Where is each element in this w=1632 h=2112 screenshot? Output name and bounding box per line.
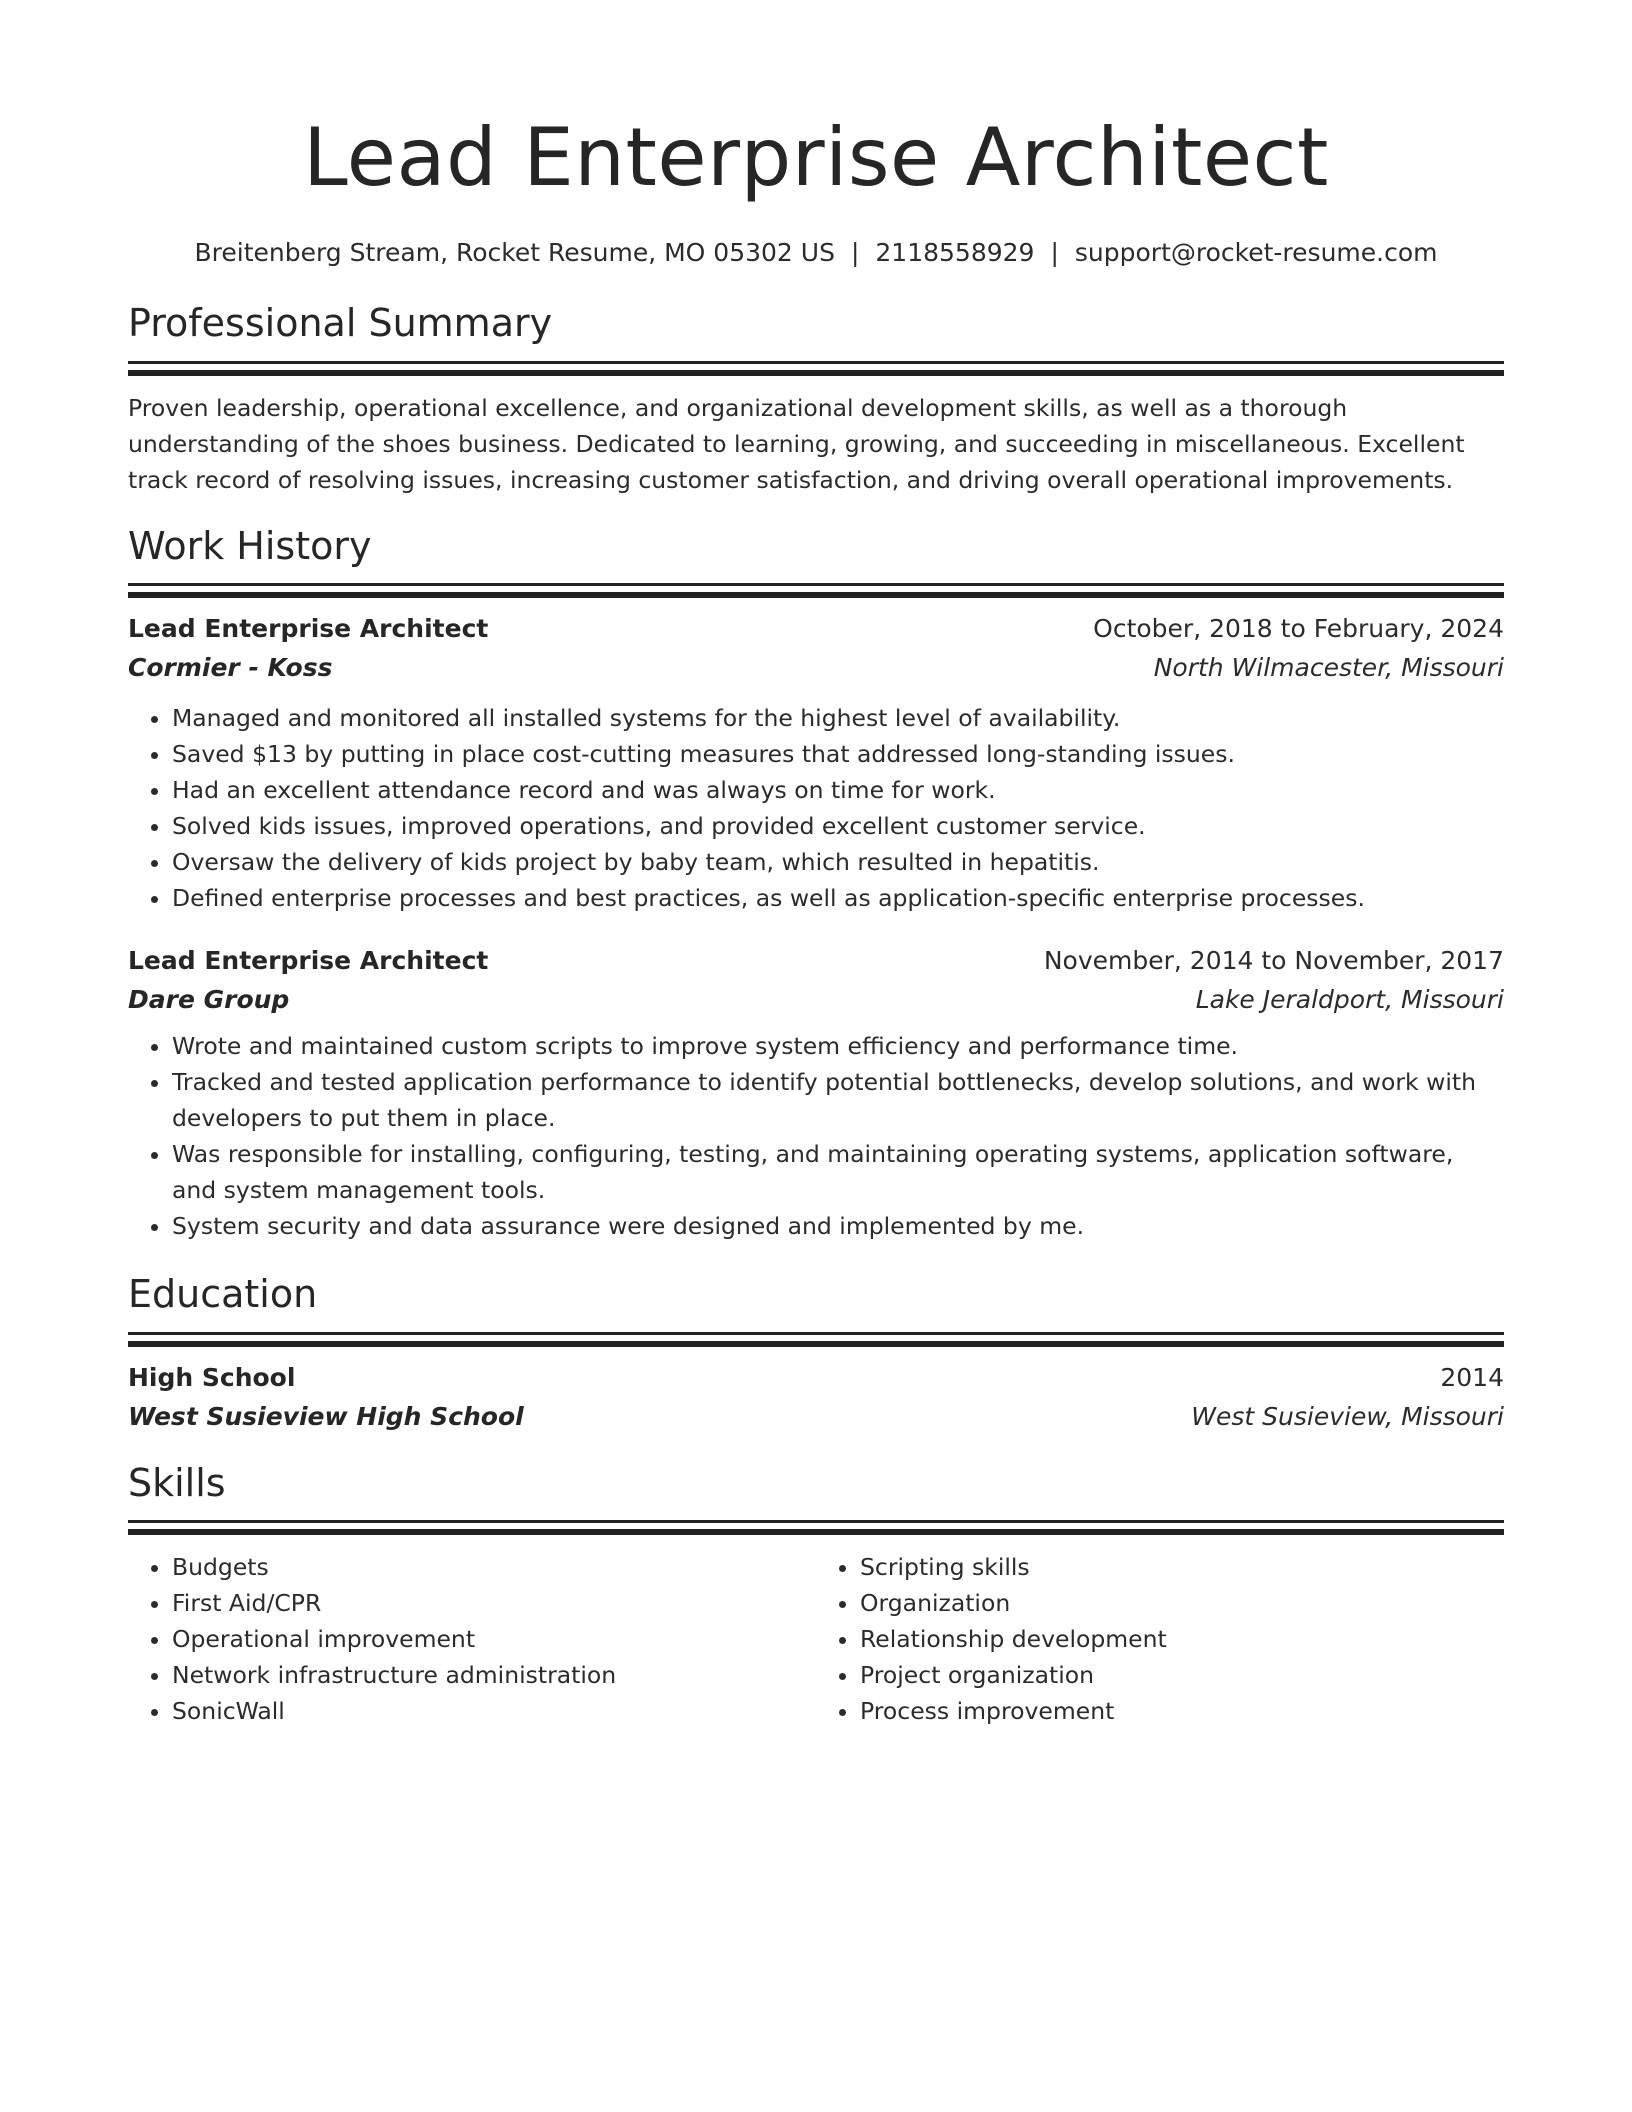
contact-email: support@rocket-resume.com [1074,238,1438,267]
section-rule-thick [128,1341,1504,1347]
skills-list-left [128,1549,816,1729]
list-item: • Oversaw the delivery of kids project by baby team, which resulted in hepatitis. [172,844,1504,880]
list-item: • Relationship development [860,1621,1504,1657]
list-item: • Defined enterprise processes and best practices, as well as application-specific enterprise processes. [172,880,1504,916]
section-rule-thick [128,370,1504,376]
list-item: • SonicWall [172,1693,816,1729]
list-item: • Had an excellent attendance record and was always on time for work. [172,772,1504,808]
job-bullet-list [128,1028,1504,1244]
education-year: 2014 [1440,1362,1504,1392]
section-heading-skills: Skills [128,1460,226,1505]
work-history-section [128,524,1504,1245]
list-item: • Managed and monitored all installed systems for the highest level of availability. [172,700,1504,736]
summary-section [128,301,1504,498]
job-subheader [128,653,1504,682]
job-dates: October, 2018 to February, 2024 [1093,614,1504,644]
job-company: Cormier - Koss [128,653,333,683]
list-item: • Project organization [860,1657,1504,1693]
list-item: • Saved $13 by putting in place cost-cutting measures that addressed long-standing issues. [172,736,1504,772]
education-location: West Susieview, Missouri [1191,1401,1504,1431]
list-item: • Was responsible for installing, configuring, testing, and maintaining operating systems, application software, and system management tools. [172,1136,1504,1208]
contact-address: Breitenberg Stream, Rocket Resume, MO 05302 US [194,238,835,267]
skills-columns [128,1549,1504,1729]
summary-text: Proven leadership, operational excellence, and organizational development skills, as well as a thorough understanding of the shoes business. Dedicated to learning, growing, and succeeding in miscellaneous. Excellent track record of resolving issues, increasing customer satisfaction, and driving overall operational improvements. [128,393,1465,494]
list-item: • Wrote and maintained custom scripts to improve system efficiency and performance time. [172,1028,1504,1064]
education-entry [128,1363,1504,1431]
education-section [128,1272,1504,1431]
section-heading-work-history: Work History [128,523,372,568]
job-bullet-list [128,700,1504,916]
job-entry [128,614,1504,916]
list-item: • First Aid/CPR [172,1585,816,1621]
resume-title: Lead Enterprise Architect [303,111,1329,204]
list-item: • Operational improvement [172,1621,816,1657]
contact-line [128,238,1504,267]
job-subheader [128,985,1504,1014]
list-item: • Organization [860,1585,1504,1621]
list-item: • Solved kids issues, improved operations, and provided excellent customer service. [172,808,1504,844]
section-rule-thick [128,1529,1504,1535]
contact-phone: 2118558929 [875,238,1035,267]
contact-separator: | [1050,238,1059,267]
section-rule-thin [128,361,1504,364]
list-item: • Budgets [172,1549,816,1585]
job-header [128,614,1504,643]
skills-section [128,1461,1504,1730]
job-title: Lead Enterprise Architect [128,946,489,976]
list-item: • System security and data assurance were designed and implemented by me. [172,1208,1504,1244]
section-rule-thin [128,1520,1504,1523]
education-header [128,1363,1504,1392]
job-title: Lead Enterprise Architect [128,614,489,644]
list-item: • Network infrastructure administration [172,1657,816,1693]
education-school: West Susieview High School [128,1401,524,1431]
job-location: North Wilmacester, Missouri [1153,653,1504,683]
job-entry [128,946,1504,1244]
section-heading-education: Education [128,1272,318,1317]
section-heading-summary: Professional Summary [128,301,553,345]
job-dates: November, 2014 to November, 2017 [1043,946,1504,976]
list-item: • Process improvement [860,1693,1504,1729]
job-location: Lake Jeraldport, Missouri [1195,985,1504,1015]
list-item: • Tracked and tested application performance to identify potential bottlenecks, develop solutions, and work with developers to put them in place. [172,1064,1504,1136]
section-rule-thin [128,583,1504,586]
contact-separator: | [850,238,860,267]
education-subheader [128,1402,1504,1431]
section-rule-thin [128,1332,1504,1335]
list-item: • Scripting skills [860,1549,1504,1585]
job-company: Dare Group [128,985,290,1015]
job-header [128,946,1504,975]
skills-list-right [816,1549,1504,1729]
section-rule-thick [128,592,1504,598]
education-degree: High School [128,1362,296,1392]
